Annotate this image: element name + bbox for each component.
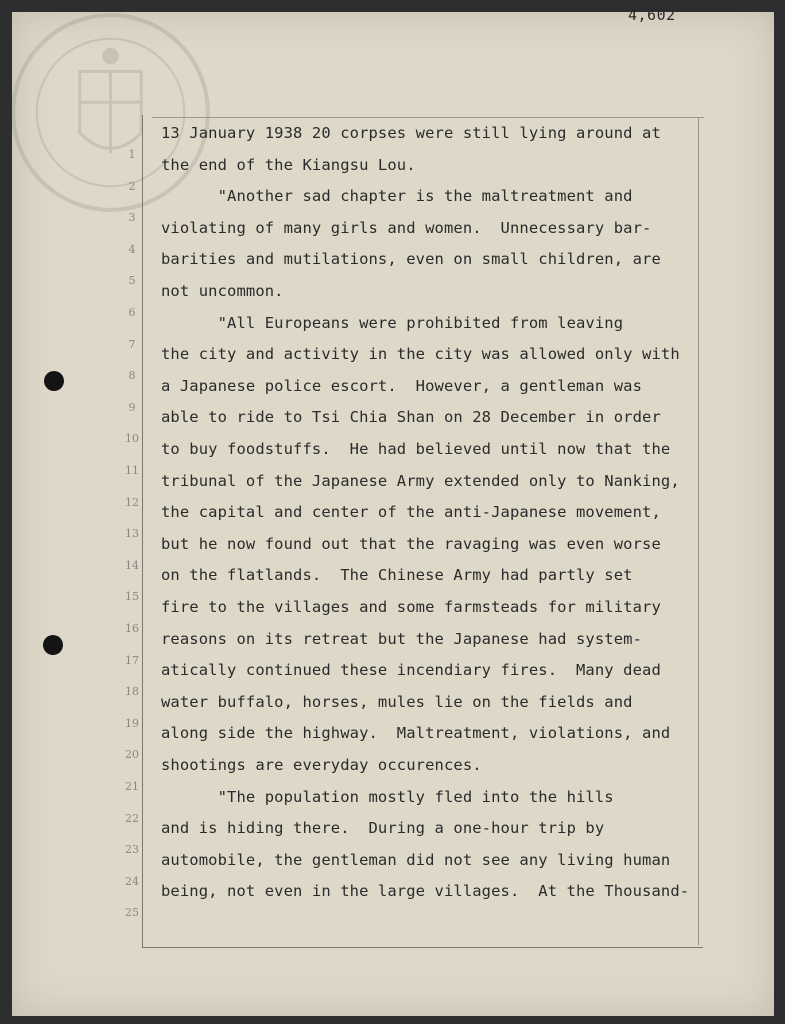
text-line: barities and mutilations, even on small children, are — [161, 250, 661, 269]
text-line: a Japanese police escort. However, a gentleman was — [161, 376, 643, 395]
text-line: the city and activity in the city was allowed only with — [161, 345, 680, 364]
line-number: 15 — [125, 590, 139, 604]
line-number: 9 — [128, 400, 136, 414]
frame-top-rule — [152, 117, 704, 118]
line-number: 21 — [125, 780, 139, 793]
line-number: 22 — [125, 811, 139, 825]
line-number: 16 — [125, 622, 139, 635]
line-number: 23 — [125, 843, 139, 857]
text-line: "All Europeans were prohibited from leaving — [161, 313, 624, 332]
text-line: on the flatlands. The Chinese Army had partly set — [161, 566, 633, 585]
text-line: and is hiding there. During a one-hour trip by — [161, 819, 605, 838]
line-number: 12 — [125, 495, 139, 509]
text-line: automobile, the gentleman did not see any living human — [161, 850, 671, 869]
line-number: 18 — [125, 685, 139, 699]
text-line: the end of the Kiangsu Lou. — [161, 155, 416, 174]
line-number: 1 — [128, 148, 136, 161]
punch-hole-top — [44, 371, 64, 391]
line-number: 25 — [125, 906, 139, 920]
text-line: "The population mostly fled into the hills — [161, 787, 614, 806]
line-number: 4 — [128, 242, 136, 256]
line-number: 13 — [125, 527, 139, 541]
line-number: 5 — [128, 274, 136, 288]
text-line: fire to the villages and some farmsteads for military — [161, 598, 661, 616]
text-line: water buffalo, horses, mules lie on the fields and — [161, 692, 633, 711]
line-number: 6 — [128, 306, 136, 319]
text-line: tribunal of the Japanese Army extended only to Nanking, — [161, 471, 680, 490]
text-line: along side the highway. Maltreatment, violations, and — [161, 724, 671, 743]
line-number: 11 — [125, 464, 139, 477]
text-line: "Another sad chapter is the maltreatment and — [161, 187, 633, 206]
page-number: 4,602 — [628, 6, 676, 24]
text-line: not uncommon. — [161, 282, 284, 300]
line-number: 14 — [125, 558, 139, 572]
line-number: 19 — [125, 716, 139, 730]
text-line: 13 January 1938 20 corpses were still lying around at — [161, 124, 661, 142]
line-number: 24 — [125, 874, 139, 888]
text-line: but he now found out that the ravaging was even worse — [161, 534, 661, 553]
text-line: the capital and center of the anti-Japanese movement, — [161, 503, 661, 522]
line-number: 17 — [125, 653, 139, 667]
text-line: being, not even in the large villages. At the Thousand- — [161, 882, 690, 901]
text-line: shootings are everyday occurences. — [161, 756, 482, 774]
line-number: 10 — [125, 432, 139, 446]
text-line: to buy foodstuffs. He had believed until now that the — [161, 440, 671, 458]
text-line: violating of many girls and women. Unnecessary bar- — [161, 218, 652, 237]
frame-right-rule — [698, 117, 699, 945]
line-number: 2 — [128, 179, 136, 193]
line-number: 7 — [128, 337, 136, 351]
line-number: 3 — [128, 211, 136, 225]
line-number: 20 — [125, 748, 139, 762]
text-line: atically continued these incendiary fires. Many dead — [161, 661, 661, 680]
line-number: 8 — [128, 369, 136, 383]
punch-hole-bottom — [43, 635, 63, 655]
text-line: reasons on its retreat but the Japanese had system- — [161, 629, 643, 648]
text-line: able to ride to Tsi Chia Shan on 28 December in order — [161, 408, 661, 427]
